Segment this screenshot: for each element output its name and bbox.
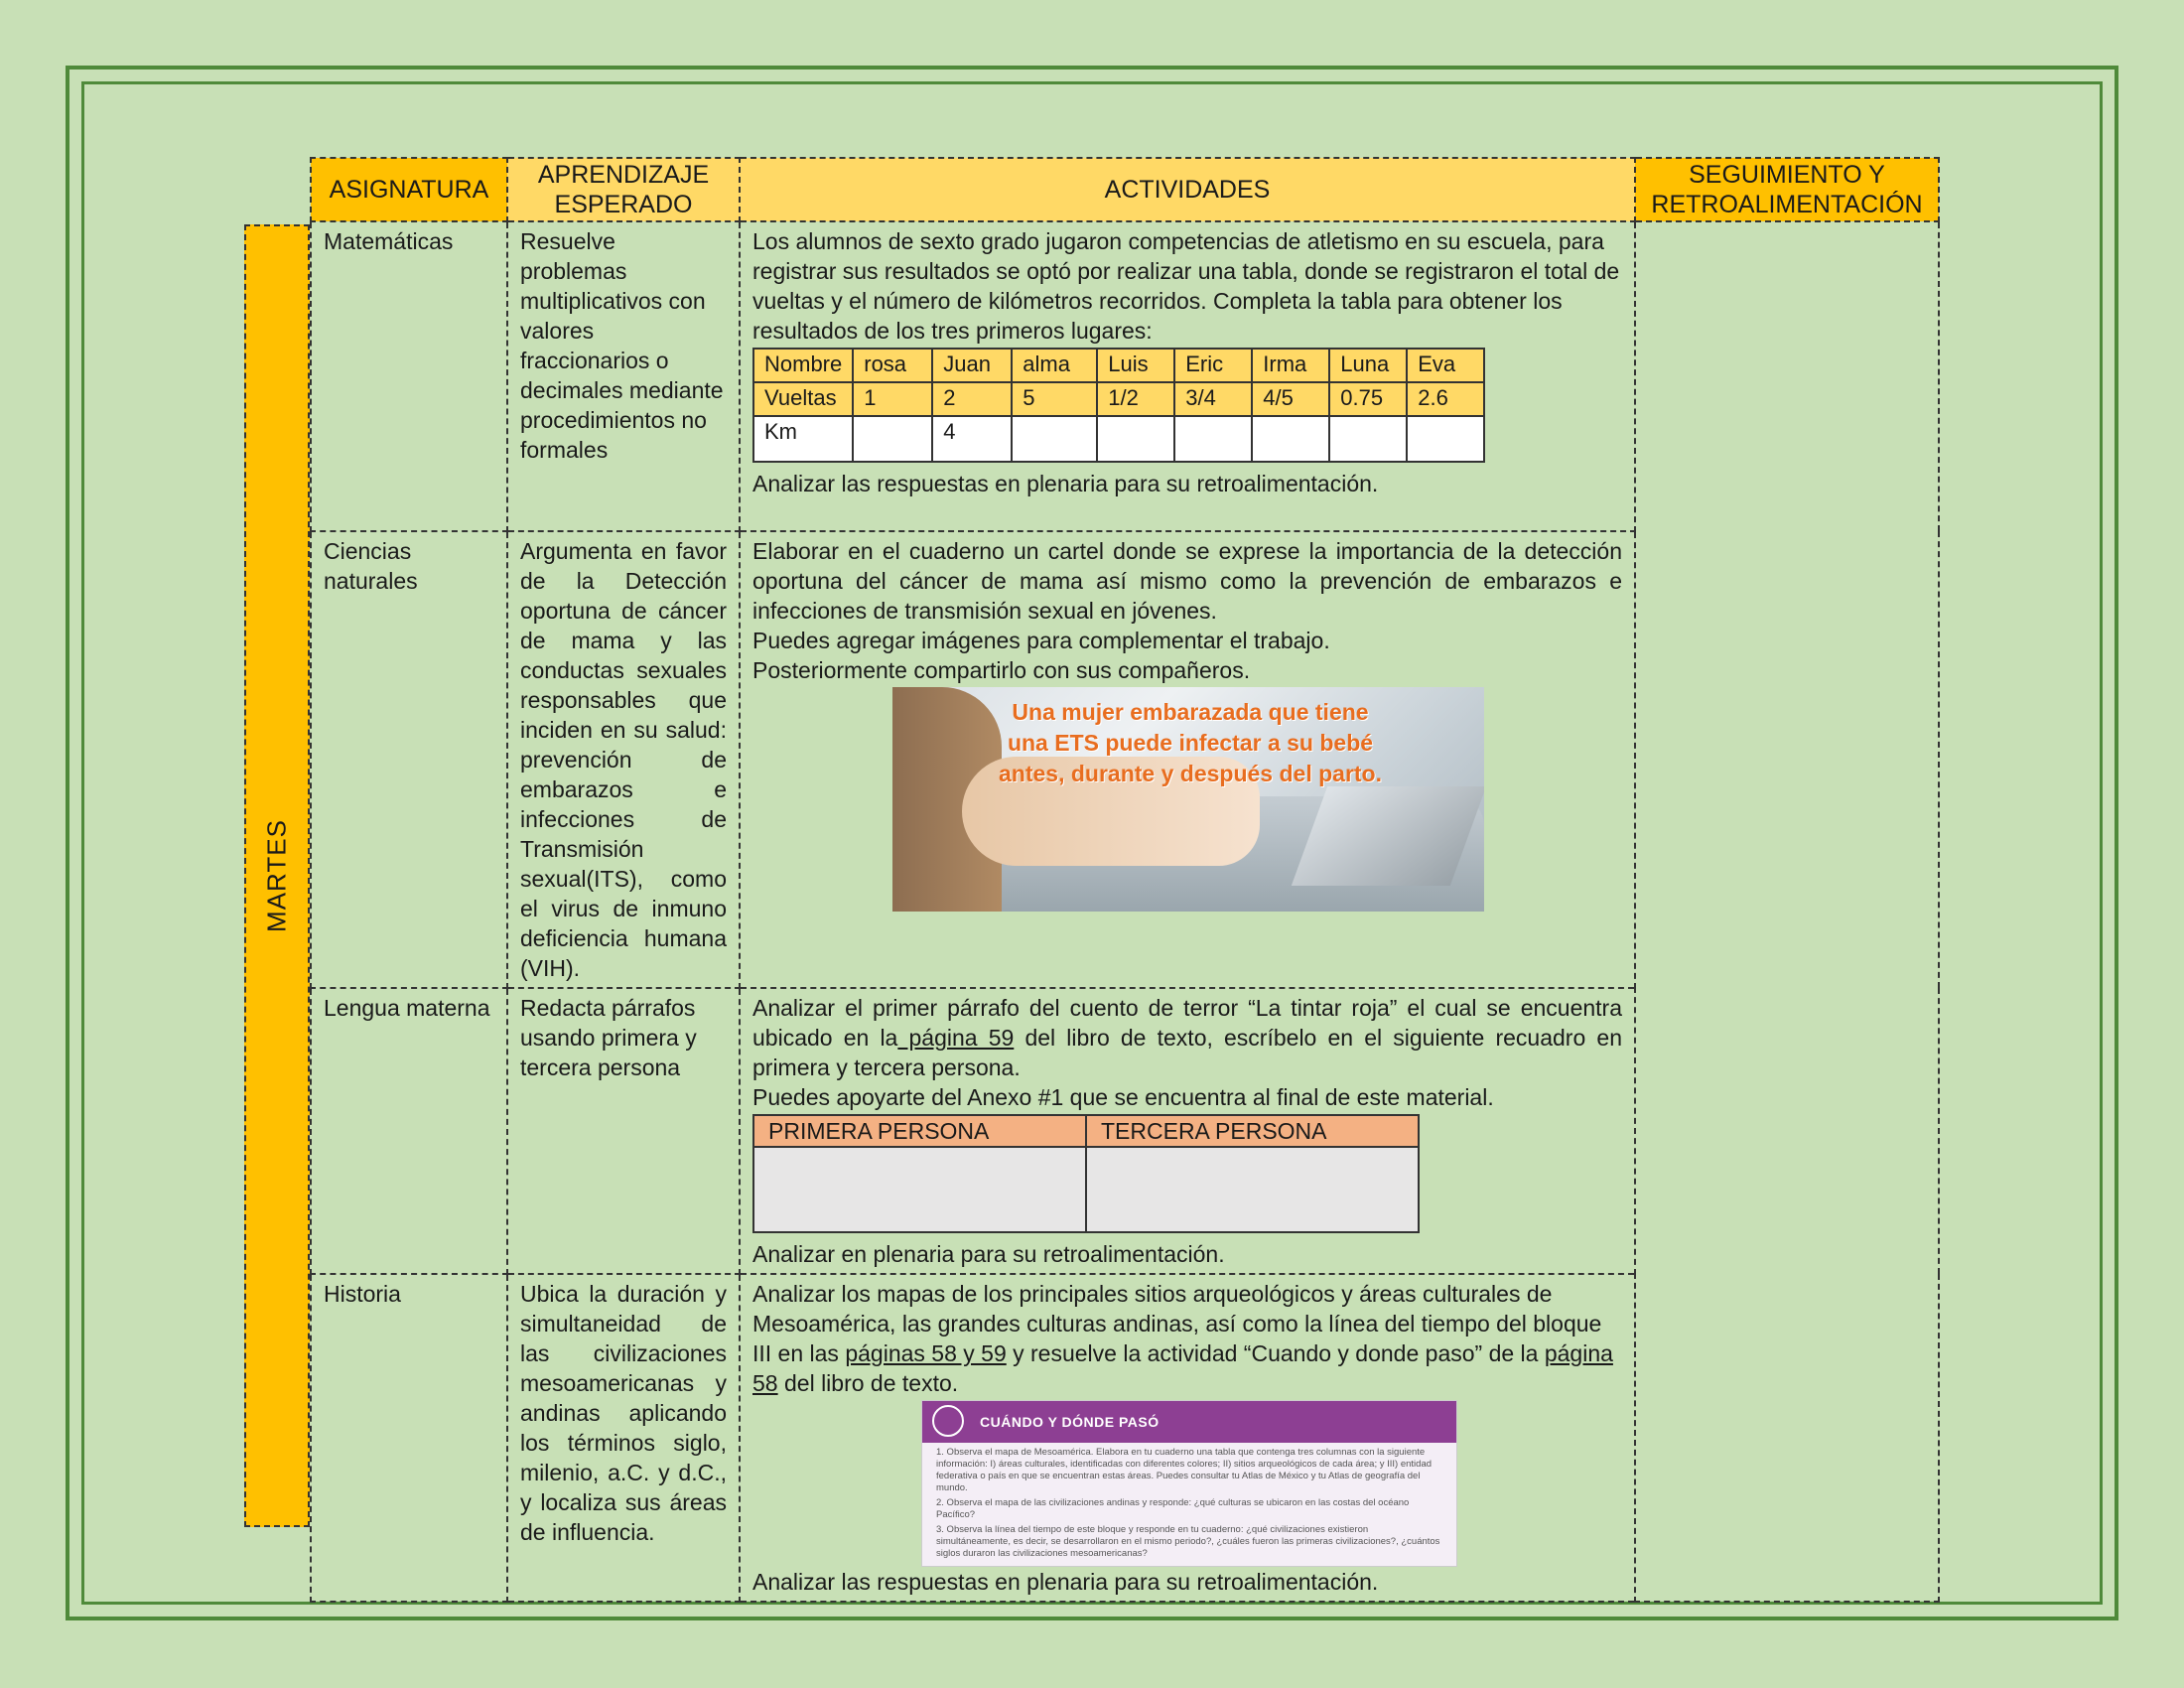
laps-cell: 2.6 (1407, 382, 1484, 416)
laps-row (753, 382, 1484, 416)
names-row (753, 349, 1484, 382)
activity-outro: Analizar en plenaria para su retroalimentación. (752, 1241, 1225, 1267)
activity-text: y resuelve la actividad “Cuando y donde paso” de la (1006, 1340, 1545, 1366)
activity-text: del libro de texto. (777, 1370, 959, 1396)
tercera-persona-box[interactable] (1086, 1147, 1419, 1232)
activity-para (752, 993, 1622, 1082)
name-cell: Luis (1097, 349, 1174, 382)
name-cell: Juan (932, 349, 1012, 382)
laps-cell: 0.75 (1329, 382, 1407, 416)
col-tercera-persona: TERCERA PERSONA (1086, 1115, 1419, 1147)
activity-para: Puedes agregar imágenes para complementar el trabajo. (752, 628, 1330, 653)
row-label: Vueltas (753, 382, 853, 416)
activity-para (752, 1279, 1622, 1398)
activity-cell (740, 221, 1635, 531)
page-link[interactable]: páginas 58 y 59 (845, 1340, 1007, 1366)
km-cell[interactable] (1174, 416, 1252, 462)
textbook-excerpt (921, 1400, 1457, 1567)
laps-cell: 1/2 (1097, 382, 1174, 416)
name-cell: rosa (853, 349, 932, 382)
header-actividades: ACTIVIDADES (740, 158, 1635, 221)
activity-cell (740, 531, 1635, 988)
km-row (753, 416, 1484, 462)
activity-intro: Los alumnos de sexto grado jugaron competencias de atletismo en su escuela, para registrar sus resultados se optó por realizar una tabla, donde se registraron el total de vueltas y el número de kilómetros recorridos. Completa la tabla para obtener los resultados de los tres primeros lugares: (752, 228, 1620, 344)
learning-cell: Argumenta en favor de la Detección oportuna de cáncer de mama y las conductas sexuales responsables que inciden en su salud: prevención de embarazos e infecciones de Transmisión sexual(ITS), como el virus de inmuno deficiencia humana (VIH). (507, 531, 740, 988)
subject-cell: Ciencias naturales (311, 531, 507, 988)
laps-cell: 1 (853, 382, 932, 416)
persona-table (752, 1114, 1420, 1233)
laps-cell: 5 (1012, 382, 1097, 416)
day-label-box (244, 224, 310, 1527)
globe-icon (932, 1405, 964, 1437)
activity-cell (740, 1274, 1635, 1602)
excerpt-item: 3. Observa la línea del tiempo de este bloque y responde en tu cuaderno: ¿qué civilizaciones existieron simultáneamente, es decir, se desarrollaron en el mismo periodo?, ¿cuáles fueron las primeras civilizaciones?, ¿cuántos siglos duraron las civilizaciones mesoamericanas? (936, 1524, 1440, 1559)
laps-cell: 2 (932, 382, 1012, 416)
activity-text: Analizar los mapas de los principales sitios arqueológicos y áreas culturales de Mesoamérica, las grandes culturas andinas, así como la línea del tiempo del bloque III en las (752, 1281, 1602, 1366)
subject-cell: Historia (311, 1274, 507, 1602)
km-cell[interactable] (1252, 416, 1329, 462)
learning-cell: Resuelve problemas multiplicativos con valores fraccionarios o decimales mediante procedimientos no formales (507, 221, 740, 531)
name-cell: Eric (1174, 349, 1252, 382)
std-awareness-image (892, 687, 1484, 912)
name-cell: Eva (1407, 349, 1484, 382)
km-cell[interactable] (1329, 416, 1407, 462)
activity-outro: Analizar las respuestas en plenaria para su retroalimentación. (752, 1569, 1379, 1595)
km-cell[interactable] (853, 416, 932, 462)
excerpt-item: 2. Observa el mapa de las civilizaciones andinas y responde: ¿qué culturas se ubicaron en las costas del océano Pacífico? (936, 1497, 1410, 1520)
learning-cell: Redacta párrafos usando primera y tercera persona (507, 988, 740, 1274)
excerpt-items (936, 1447, 1444, 1563)
activity-annex: Puedes apoyarte del Anexo #1 que se encuentra al final de este material. (752, 1084, 1494, 1110)
day-label: MARTES (261, 819, 292, 932)
laps-cell: 3/4 (1174, 382, 1252, 416)
header-aprendizaje: APRENDIZAJE ESPERADO (507, 158, 740, 221)
name-cell: Irma (1252, 349, 1329, 382)
col-primera-persona: PRIMERA PERSONA (753, 1115, 1086, 1147)
row-matematicas (311, 221, 1939, 531)
excerpt-item: 1. Observa el mapa de Mesoamérica. Elabora en tu cuaderno una tabla que contenga tres columnas con la siguiente información: I) áreas culturales, identificadas con diferentes colores; II) sitios arqueológicos de cada área; y III) entidad federativa o país en que se encuentran estas áreas. Puedes consultar tu Atlas de México y tu Atlas de geografía del mundo. (936, 1447, 1433, 1493)
name-cell: alma (1012, 349, 1097, 382)
header-row (311, 158, 1939, 221)
row-label: Nombre (753, 349, 853, 382)
km-cell[interactable] (1012, 416, 1097, 462)
learning-cell: Ubica la duración y simultaneidad de las civilizaciones mesoamericanas y andinas aplicando los términos siglo, milenio, a.C. y d.C., y localiza sus áreas de influencia. (507, 1274, 740, 1602)
excerpt-title: CUÁNDO Y DÓNDE PASÓ (980, 1414, 1160, 1430)
activity-para: Elaborar en el cuaderno un cartel donde se exprese la importancia de la detección oportuna del cáncer de mama así mismo como la prevención de embarazos e infecciones de transmisión sexual en jóvenes. (752, 538, 1622, 624)
header-asignatura: ASIGNATURA (311, 158, 507, 221)
header-seguimiento: SEGUIMIENTO Y RETROALIMENTACIÓN (1635, 158, 1939, 221)
name-cell: Luna (1329, 349, 1407, 382)
laps-table (752, 348, 1485, 463)
activity-text: del libro de texto, escríbelo en el siguiente recuadro en primera y tercera persona. (752, 1025, 1622, 1080)
subject-cell: Lengua materna (311, 988, 507, 1274)
image-caption: Una mujer embarazada que tiene una ETS puede infectar a su bebé antes, durante y después del parto. (999, 699, 1382, 786)
subject-cell: Matemáticas (311, 221, 507, 531)
primera-persona-box[interactable] (753, 1147, 1086, 1232)
activity-outro: Analizar las respuestas en plenaria para su retroalimentación. (752, 471, 1379, 496)
feedback-cell[interactable] (1635, 221, 1939, 1602)
activity-text: Analizar el primer párrafo del cuento de terror “La tintar roja” el cual se encuentra ubicado en la (752, 995, 1622, 1051)
km-cell[interactable]: 4 (932, 416, 1012, 462)
km-cell[interactable] (1097, 416, 1174, 462)
page-link[interactable]: página 58 (752, 1340, 1613, 1396)
activity-para: Posteriormente compartirlo con sus compañeros. (752, 657, 1251, 683)
row-label: Km (753, 416, 853, 462)
km-cell[interactable] (1407, 416, 1484, 462)
laps-cell: 4/5 (1252, 382, 1329, 416)
activity-cell (740, 988, 1635, 1274)
page-link[interactable]: página 59 (897, 1025, 1015, 1051)
schedule-table (310, 157, 1940, 1603)
